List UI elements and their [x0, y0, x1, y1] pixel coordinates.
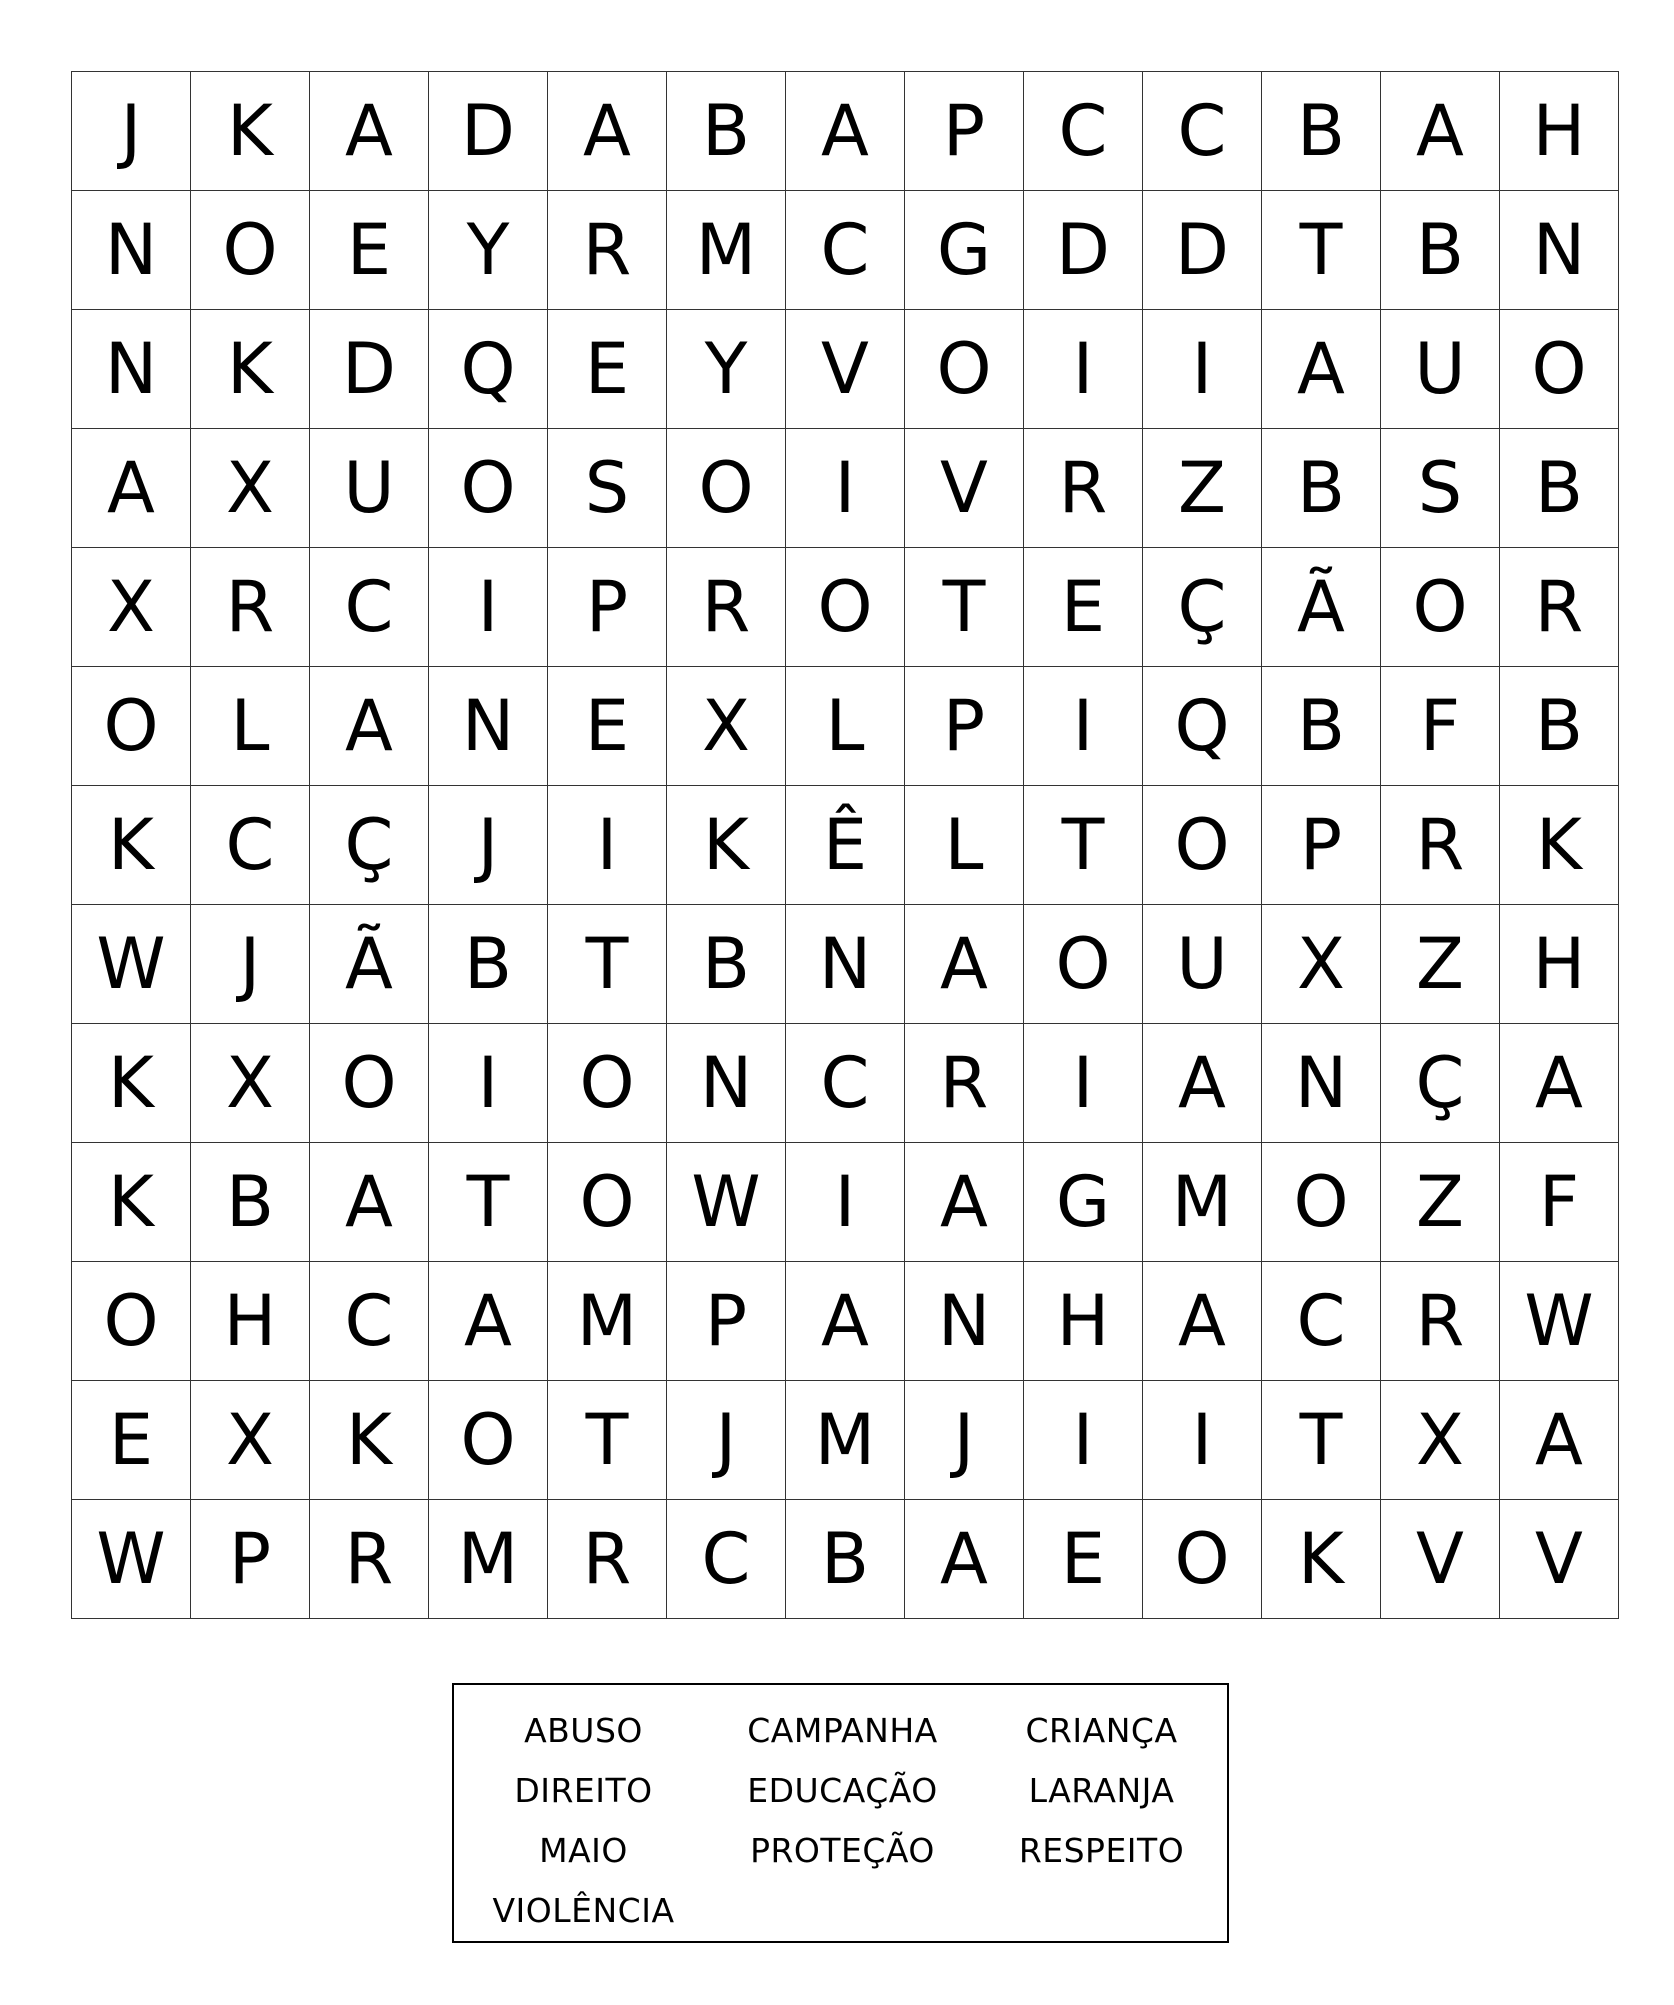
- grid-cell[interactable]: B: [786, 1500, 905, 1619]
- grid-cell[interactable]: Ê: [786, 786, 905, 905]
- grid-cell[interactable]: E: [548, 667, 667, 786]
- grid-cell[interactable]: O: [1381, 548, 1500, 667]
- word-list-column: [713, 1701, 972, 1881]
- grid-cell[interactable]: W: [72, 905, 191, 1024]
- grid-cell[interactable]: A: [1143, 1024, 1262, 1143]
- grid-cell[interactable]: U: [310, 429, 429, 548]
- grid-cell[interactable]: T: [1262, 191, 1381, 310]
- word-list-item: EDUCAÇÃO: [747, 1771, 938, 1810]
- grid-cell[interactable]: M: [1143, 1143, 1262, 1262]
- grid-cell[interactable]: C: [786, 1024, 905, 1143]
- grid-cell[interactable]: A: [786, 1262, 905, 1381]
- grid-cell[interactable]: F: [1381, 667, 1500, 786]
- grid-cell[interactable]: X: [191, 1024, 310, 1143]
- grid-cell[interactable]: A: [310, 72, 429, 191]
- grid-cell[interactable]: R: [1500, 548, 1619, 667]
- grid-cell[interactable]: V: [1381, 1500, 1500, 1619]
- grid-cell[interactable]: O: [72, 1262, 191, 1381]
- grid-cell[interactable]: A: [548, 72, 667, 191]
- grid-cell[interactable]: B: [191, 1143, 310, 1262]
- grid-cell[interactable]: U: [1143, 905, 1262, 1024]
- grid-cell[interactable]: K: [72, 1143, 191, 1262]
- grid-cell[interactable]: V: [1500, 1500, 1619, 1619]
- word-list-item: LARANJA: [1028, 1771, 1175, 1810]
- grid-cell[interactable]: Z: [1381, 905, 1500, 1024]
- grid-cell[interactable]: A: [72, 429, 191, 548]
- grid-cell[interactable]: N: [1262, 1024, 1381, 1143]
- grid-cell[interactable]: R: [1024, 429, 1143, 548]
- grid-cell[interactable]: D: [429, 72, 548, 191]
- grid-cell[interactable]: T: [905, 548, 1024, 667]
- grid-cell[interactable]: A: [905, 1500, 1024, 1619]
- grid-cell[interactable]: X: [191, 1381, 310, 1500]
- grid-cell[interactable]: W: [1500, 1262, 1619, 1381]
- grid-cell[interactable]: U: [1381, 310, 1500, 429]
- grid-cell[interactable]: O: [1024, 905, 1143, 1024]
- grid-cell[interactable]: B: [667, 905, 786, 1024]
- grid-row: [72, 1381, 1619, 1500]
- grid-cell[interactable]: D: [1024, 191, 1143, 310]
- grid-row: [72, 905, 1619, 1024]
- grid-cell[interactable]: R: [1381, 1262, 1500, 1381]
- grid-cell[interactable]: P: [548, 548, 667, 667]
- grid-cell[interactable]: P: [191, 1500, 310, 1619]
- word-list-item: PROTEÇÃO: [750, 1831, 935, 1870]
- grid-cell[interactable]: B: [1500, 429, 1619, 548]
- grid-cell[interactable]: O: [548, 1024, 667, 1143]
- grid-cell[interactable]: L: [191, 667, 310, 786]
- word-list-box: [452, 1683, 1229, 1943]
- grid-cell[interactable]: C: [667, 1500, 786, 1619]
- grid-cell[interactable]: C: [310, 1262, 429, 1381]
- grid-cell[interactable]: I: [429, 548, 548, 667]
- grid-cell[interactable]: N: [1500, 191, 1619, 310]
- grid-cell[interactable]: K: [191, 72, 310, 191]
- grid-cell[interactable]: G: [905, 191, 1024, 310]
- grid-cell[interactable]: N: [667, 1024, 786, 1143]
- grid-cell[interactable]: N: [905, 1262, 1024, 1381]
- grid-cell[interactable]: B: [1500, 667, 1619, 786]
- grid-cell[interactable]: C: [1024, 72, 1143, 191]
- grid-cell[interactable]: W: [667, 1143, 786, 1262]
- grid-cell[interactable]: T: [429, 1143, 548, 1262]
- grid-cell[interactable]: O: [191, 191, 310, 310]
- grid-cell[interactable]: M: [548, 1262, 667, 1381]
- grid-cell[interactable]: O: [548, 1143, 667, 1262]
- grid-cell[interactable]: J: [191, 905, 310, 1024]
- word-search-grid: [71, 71, 1619, 1619]
- grid-cell[interactable]: I: [1143, 1381, 1262, 1500]
- grid-cell[interactable]: B: [429, 905, 548, 1024]
- word-list-item: VIOLÊNCIA: [492, 1891, 675, 1930]
- grid-cell[interactable]: N: [72, 310, 191, 429]
- grid-cell[interactable]: D: [310, 310, 429, 429]
- grid-cell[interactable]: X: [72, 548, 191, 667]
- grid-cell[interactable]: I: [1024, 1024, 1143, 1143]
- grid-cell[interactable]: K: [1262, 1500, 1381, 1619]
- grid-cell[interactable]: I: [429, 1024, 548, 1143]
- grid-cell[interactable]: B: [1262, 667, 1381, 786]
- word-list-item: DIREITO: [514, 1771, 653, 1810]
- grid-cell[interactable]: I: [1024, 667, 1143, 786]
- grid-cell[interactable]: Ç: [1381, 1024, 1500, 1143]
- grid-cell[interactable]: O: [1262, 1143, 1381, 1262]
- grid-cell[interactable]: O: [310, 1024, 429, 1143]
- grid-cell[interactable]: Y: [667, 310, 786, 429]
- grid-cell[interactable]: B: [667, 72, 786, 191]
- grid-cell[interactable]: R: [310, 1500, 429, 1619]
- grid-cell[interactable]: Q: [1143, 667, 1262, 786]
- grid-row: [72, 72, 1619, 191]
- grid-cell[interactable]: A: [310, 667, 429, 786]
- grid-cell[interactable]: A: [905, 1143, 1024, 1262]
- grid-cell[interactable]: I: [786, 429, 905, 548]
- grid-cell[interactable]: H: [191, 1262, 310, 1381]
- grid-cell[interactable]: A: [1262, 310, 1381, 429]
- grid-cell[interactable]: I: [1143, 310, 1262, 429]
- grid-cell[interactable]: I: [1024, 1381, 1143, 1500]
- grid-cell[interactable]: Z: [1143, 429, 1262, 548]
- grid-cell[interactable]: Ã: [1262, 548, 1381, 667]
- grid-cell[interactable]: X: [667, 667, 786, 786]
- grid-cell[interactable]: T: [548, 905, 667, 1024]
- grid-cell[interactable]: Q: [429, 310, 548, 429]
- grid-cell[interactable]: R: [548, 1500, 667, 1619]
- grid-cell[interactable]: R: [905, 1024, 1024, 1143]
- grid-cell[interactable]: B: [1262, 429, 1381, 548]
- grid-row: [72, 310, 1619, 429]
- grid-row: [72, 786, 1619, 905]
- grid-cell[interactable]: X: [1262, 905, 1381, 1024]
- grid-cell[interactable]: O: [667, 429, 786, 548]
- grid-cell[interactable]: X: [1381, 1381, 1500, 1500]
- word-list-item: MAIO: [539, 1831, 628, 1870]
- grid-cell[interactable]: E: [548, 310, 667, 429]
- grid-cell[interactable]: T: [1024, 786, 1143, 905]
- grid-cell[interactable]: R: [1381, 786, 1500, 905]
- grid-cell[interactable]: V: [786, 310, 905, 429]
- grid-cell[interactable]: H: [1024, 1262, 1143, 1381]
- grid-cell[interactable]: A: [1143, 1262, 1262, 1381]
- grid-cell[interactable]: Ç: [310, 786, 429, 905]
- grid-cell[interactable]: T: [548, 1381, 667, 1500]
- grid-cell[interactable]: O: [1500, 310, 1619, 429]
- grid-row: [72, 1024, 1619, 1143]
- grid-cell[interactable]: V: [905, 429, 1024, 548]
- grid-cell[interactable]: P: [667, 1262, 786, 1381]
- grid-cell[interactable]: Z: [1381, 1143, 1500, 1262]
- grid-row: [72, 548, 1619, 667]
- grid-cell[interactable]: P: [1262, 786, 1381, 905]
- grid-cell[interactable]: O: [1143, 1500, 1262, 1619]
- grid-cell[interactable]: C: [1143, 72, 1262, 191]
- grid-cell[interactable]: I: [786, 1143, 905, 1262]
- grid-cell[interactable]: O: [72, 667, 191, 786]
- grid-cell[interactable]: K: [72, 786, 191, 905]
- word-list-item: RESPEITO: [1018, 1831, 1185, 1870]
- grid-row: [72, 1143, 1619, 1262]
- grid-cell[interactable]: I: [1024, 310, 1143, 429]
- grid-row: [72, 429, 1619, 548]
- grid-cell[interactable]: M: [667, 191, 786, 310]
- grid-cell[interactable]: I: [548, 786, 667, 905]
- grid-cell[interactable]: O: [429, 429, 548, 548]
- grid-cell[interactable]: Ç: [1143, 548, 1262, 667]
- word-list-item: CAMPANHA: [747, 1711, 938, 1750]
- grid-cell[interactable]: E: [72, 1381, 191, 1500]
- grid-cell[interactable]: H: [1500, 905, 1619, 1024]
- grid-cell[interactable]: O: [429, 1381, 548, 1500]
- grid-cell[interactable]: J: [72, 72, 191, 191]
- grid-cell[interactable]: C: [786, 191, 905, 310]
- grid-cell[interactable]: A: [905, 905, 1024, 1024]
- grid-cell[interactable]: P: [905, 72, 1024, 191]
- grid-cell[interactable]: H: [1500, 72, 1619, 191]
- word-list-item: ABUSO: [524, 1711, 643, 1750]
- grid-cell[interactable]: P: [905, 667, 1024, 786]
- grid-cell[interactable]: F: [1500, 1143, 1619, 1262]
- grid-cell[interactable]: J: [429, 786, 548, 905]
- grid-cell[interactable]: O: [786, 548, 905, 667]
- grid-cell[interactable]: J: [905, 1381, 1024, 1500]
- grid-cell[interactable]: C: [191, 786, 310, 905]
- grid-row: [72, 1500, 1619, 1619]
- grid-cell[interactable]: M: [786, 1381, 905, 1500]
- word-list-item: CRIANÇA: [1025, 1711, 1178, 1750]
- grid-cell[interactable]: A: [1381, 72, 1500, 191]
- word-list-column: [454, 1701, 713, 1941]
- grid-cell[interactable]: R: [667, 548, 786, 667]
- grid-cell[interactable]: O: [905, 310, 1024, 429]
- grid-cell[interactable]: E: [1024, 1500, 1143, 1619]
- grid-cell[interactable]: J: [667, 1381, 786, 1500]
- grid-cell[interactable]: T: [1262, 1381, 1381, 1500]
- grid-cell[interactable]: L: [905, 786, 1024, 905]
- grid-cell[interactable]: Y: [429, 191, 548, 310]
- grid-cell[interactable]: B: [1262, 72, 1381, 191]
- grid-cell[interactable]: M: [429, 1500, 548, 1619]
- grid-cell[interactable]: K: [191, 310, 310, 429]
- grid-cell[interactable]: A: [1500, 1024, 1619, 1143]
- grid-cell[interactable]: C: [1262, 1262, 1381, 1381]
- grid-cell[interactable]: N: [429, 667, 548, 786]
- grid-row: [72, 1262, 1619, 1381]
- grid-cell[interactable]: K: [310, 1381, 429, 1500]
- grid-cell[interactable]: K: [1500, 786, 1619, 905]
- grid-cell[interactable]: Ã: [310, 905, 429, 1024]
- grid-cell[interactable]: A: [786, 72, 905, 191]
- grid-cell[interactable]: E: [1024, 548, 1143, 667]
- grid-cell[interactable]: B: [1381, 191, 1500, 310]
- word-list-column: [972, 1701, 1231, 1881]
- grid-cell[interactable]: A: [310, 1143, 429, 1262]
- grid-cell[interactable]: S: [1381, 429, 1500, 548]
- grid-row: [72, 667, 1619, 786]
- grid-cell[interactable]: A: [1500, 1381, 1619, 1500]
- grid-cell[interactable]: C: [310, 548, 429, 667]
- grid-cell[interactable]: N: [786, 905, 905, 1024]
- grid-cell[interactable]: O: [1143, 786, 1262, 905]
- grid-cell[interactable]: K: [72, 1024, 191, 1143]
- grid-cell[interactable]: L: [786, 667, 905, 786]
- grid-row: [72, 191, 1619, 310]
- grid-cell[interactable]: N: [72, 191, 191, 310]
- grid-cell[interactable]: W: [72, 1500, 191, 1619]
- grid-cell[interactable]: K: [667, 786, 786, 905]
- grid-cell[interactable]: A: [429, 1262, 548, 1381]
- grid-cell[interactable]: S: [548, 429, 667, 548]
- grid-cell[interactable]: D: [1143, 191, 1262, 310]
- grid-cell[interactable]: G: [1024, 1143, 1143, 1262]
- grid-cell[interactable]: R: [191, 548, 310, 667]
- grid-cell[interactable]: X: [191, 429, 310, 548]
- grid-cell[interactable]: E: [310, 191, 429, 310]
- grid-cell[interactable]: R: [548, 191, 667, 310]
